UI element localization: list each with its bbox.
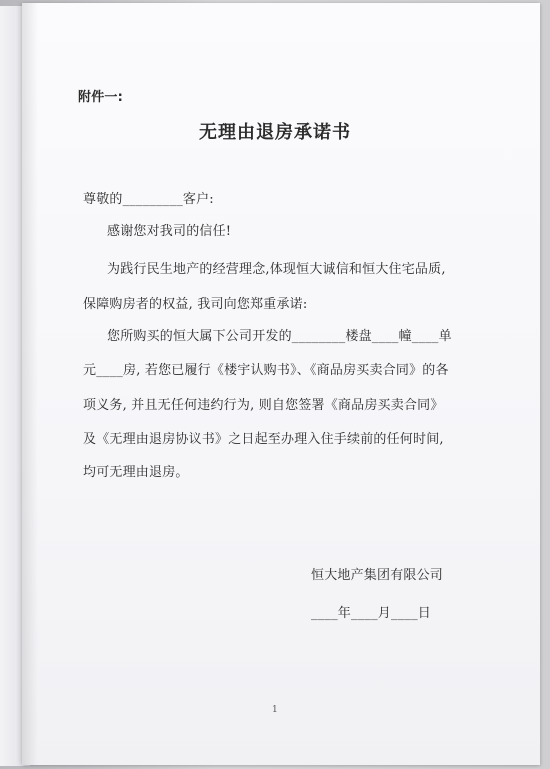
promise-line-5: 均可无理由退房。 [83,465,189,480]
attachment-label: 附件一: [78,90,123,105]
page-binding-shadow [22,3,38,765]
purpose-line-1: 为践行民生地产的经营理念,体现恒大诚信和恒大住宅品质, [107,262,446,277]
company-signature: 恒大地产集团有限公司 [311,568,444,583]
document-page [22,3,540,765]
promise-line-2: 元____房, 若您已履行《楼宇认购书》、《商品房买卖合同》的各 [83,363,449,378]
date-line: ____年____月____日 [311,606,431,621]
purpose-line-2: 保障购房者的权益, 我司向您郑重承诺: [83,297,308,312]
document-title: 无理由退房承诺书 [199,122,351,143]
page-number: 1 [272,705,278,715]
promise-line-1: 您所购买的恒大属下公司开发的________楼盘____幢____单 [107,329,452,344]
promise-line-3: 项义务, 并且无任何违约行为, 则自您签署《商品房买卖合同》 [83,398,444,413]
promise-line-4: 及《无理由退房协议书》之日起至办理入住手续前的任何时间, [83,432,444,447]
thanks-line: 感谢您对我司的信任! [107,224,232,239]
salutation: 尊敬的_________客户: [83,192,214,207]
